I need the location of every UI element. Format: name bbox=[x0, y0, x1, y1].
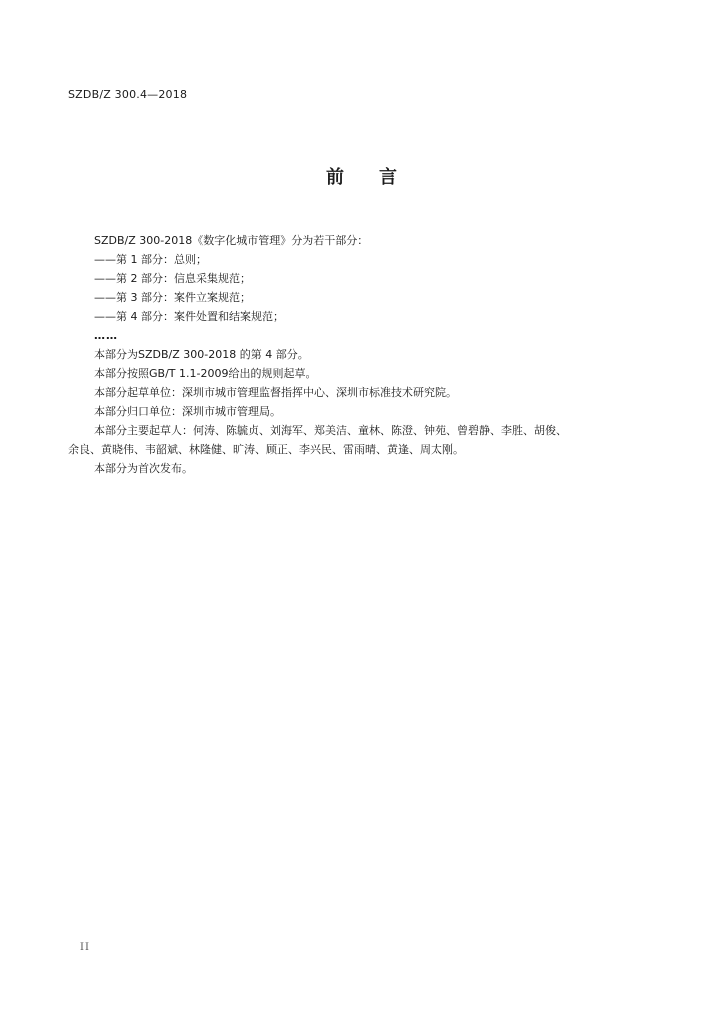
page-title bbox=[0, 163, 724, 189]
first-release-paragraph: 本部分为首次发布。 bbox=[94, 462, 193, 475]
part-list-item: ——第 2 部分：信息采集规范； bbox=[94, 272, 251, 285]
drafters-paragraph-line-1: 本部分主要起草人：何涛、陈毓贞、刘海军、郑美洁、童林、陈澄、钟苑、曾碧静、李胜、胡俊、 bbox=[94, 424, 567, 437]
drafting-units-paragraph: 本部分起草单位：深圳市城市管理监督指挥中心、深圳市标准技术研究院。 bbox=[94, 386, 457, 399]
part-list-item: ——第 4 部分：案件处置和结案规范； bbox=[94, 310, 284, 323]
standard-code: SZDB/Z 300.4—2018 bbox=[68, 88, 188, 101]
intro-paragraph: SZDB/Z 300-2018《数字化城市管理》分为若干部分： bbox=[94, 234, 369, 247]
ellipsis: …… bbox=[94, 329, 118, 342]
foreword-body bbox=[68, 231, 652, 478]
page-number: II bbox=[80, 942, 90, 953]
drafting-rules-paragraph: 本部分按照GB/T 1.1-2009给出的规则起草。 bbox=[94, 367, 317, 380]
drafters-paragraph-line-2: 余良、黄晓伟、韦韶斌、林隆健、旷涛、顾正、李兴民、雷雨晴、黄逢、周太刚。 bbox=[68, 443, 464, 456]
part-list-item: ——第 3 部分：案件立案规范； bbox=[94, 291, 251, 304]
part-list-item: ——第 1 部分：总则； bbox=[94, 253, 207, 266]
this-part-paragraph: 本部分为SZDB/Z 300-2018 的第 4 部分。 bbox=[94, 348, 309, 361]
title-char-2: 言 bbox=[379, 167, 398, 188]
title-char-1: 前 bbox=[326, 167, 345, 188]
responsible-unit-paragraph: 本部分归口单位：深圳市城市管理局。 bbox=[94, 405, 281, 418]
